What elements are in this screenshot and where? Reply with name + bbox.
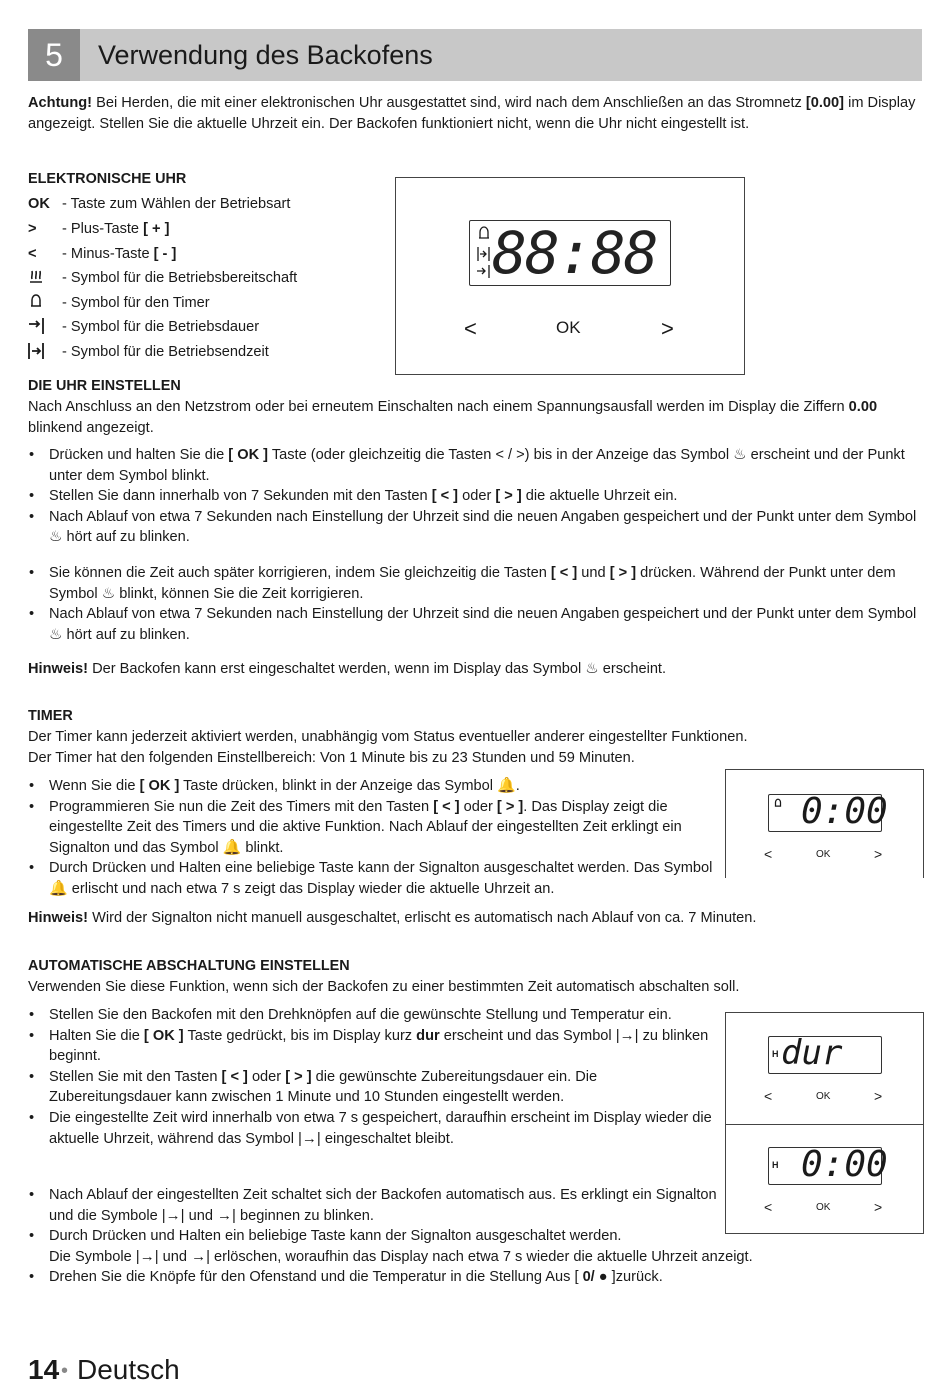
standby-icon: ♨ xyxy=(585,660,599,677)
intro-text-b: im Display angezeigt. Stellen Sie die aktuelle Uhrzeit ein. Der Backofen funktioniert nicht, wenn die Uhr nicht eingestellt ist. xyxy=(28,95,916,132)
legend-desc-duration: - Symbol für die Betriebsdauer xyxy=(62,319,260,335)
legend-key-ok: OK xyxy=(28,196,50,212)
list-item: • Nach Ablauf von etwa 7 Sekunden nach Einstellung der Uhrzeit sind die neuen Angaben gespeichert und der Punkt unter dem Symbol ♨ hört auf zu blinken. xyxy=(28,507,922,548)
duration-icon: →| xyxy=(191,1247,210,1265)
panel-ok-button[interactable]: OK xyxy=(556,318,581,337)
set-clock-list-2 xyxy=(28,563,922,645)
dur-ok-button[interactable]: OK xyxy=(816,1091,831,1102)
list-item: • Durch Drücken und Halten ein beliebige Taste kann der Signalton ausgeschaltet werden. Die Symbole |→| und →| erlöschen, woraufhin das Display nach etwa 7 s wieder die aktuelle Uhrzeit anzeigt. xyxy=(28,1226,922,1267)
duration-icon xyxy=(28,317,56,341)
time-right-button[interactable]: > xyxy=(874,1199,883,1215)
dur-left-button[interactable]: < xyxy=(764,1088,773,1104)
time-ok-button[interactable]: OK xyxy=(816,1202,831,1213)
list-item: • Drehen Sie die Knöpfe für den Ofenstand und die Temperatur in die Stellung Aus [ 0/ ● ]zurück. xyxy=(28,1267,922,1288)
list-item: • Nach Ablauf der eingestellten Zeit schaltet sich der Backofen automatisch aus. Es erklingt ein Signalton und die Symbole |→| und →| beginnen zu blinken. xyxy=(28,1185,719,1226)
timer-ok-button[interactable]: OK xyxy=(816,849,831,860)
panel-left-button[interactable]: < xyxy=(464,316,477,341)
set-clock-list-1 xyxy=(28,445,922,548)
timer-line-2: Der Timer hat den folgenden Einstellbereich: Von 1 Minute bis zu 23 Stunden und 59 Minuten. xyxy=(28,750,635,766)
endtime-icon: |→| xyxy=(161,1206,185,1224)
set-clock-note: Hinweis! Der Backofen kann erst eingeschaltet werden, wenn im Display das Symbol ♨ erscheint. xyxy=(28,659,922,680)
set-clock-intro: Nach Anschluss an den Netzstrom oder bei erneutem Einschalten nach einem Spannungsausfall werden im Display die Ziffern 0.00 blinkend angezeigt. xyxy=(28,399,878,436)
auto-off-intro: Verwenden Sie diese Funktion, wenn sich der Backofen zu einer bestimmten Zeit automatisch abschalten soll. xyxy=(28,979,740,995)
endtime-icon: |→| xyxy=(135,1247,159,1265)
timer-heading: TIMER xyxy=(28,708,73,724)
list-item: • Nach Ablauf von etwa 7 Sekunden nach Einstellung der Uhrzeit sind die neuen Angaben gespeichert und der Punkt unter dem Symbol ♨ hört auf zu blinken. xyxy=(28,604,922,645)
endtime-icon: |→| xyxy=(615,1026,639,1044)
intro-text-a: Bei Herden, die mit einer elektronischen Uhr ausgestattet sind, wird nach dem Anschließen an das Stromnetz xyxy=(92,95,806,111)
bell-icon: 🔔 xyxy=(49,879,68,897)
chapter-title: Verwendung des Backofens xyxy=(98,40,433,70)
bell-icon xyxy=(28,293,56,315)
bell-icon xyxy=(773,798,783,808)
clock-digits: 88:88 xyxy=(492,219,657,287)
legend-desc-timer: - Symbol für den Timer xyxy=(62,295,210,311)
clock-panel xyxy=(395,177,745,375)
list-item: • Stellen Sie den Backofen mit den Drehknöpfen auf die gewünschte Stellung und Temperatur ein. xyxy=(28,1005,718,1026)
timer-digits: 0:00 xyxy=(801,791,888,832)
list-item: • Halten Sie die [ OK ] Taste gedrückt, bis im Display kurz dur erscheint und das Symbol |→| zu blinken beginnt. xyxy=(28,1026,718,1067)
endtime-icon: |→| xyxy=(298,1129,321,1147)
timer-list xyxy=(28,776,718,900)
dur-display xyxy=(768,1033,882,1074)
time-display xyxy=(768,1144,888,1185)
legend-desc-plus: - Plus-Taste [ + ] xyxy=(62,221,170,237)
clock-heading: ELEKTRONISCHE UHR xyxy=(28,171,187,187)
panel-right-button[interactable]: > xyxy=(661,316,674,341)
legend-key-minus: < xyxy=(28,246,37,262)
timer-note: Hinweis! Wird der Signalton nicht manuell ausgeschaltet, erlischt es automatisch nach Ablauf von ca. 7 Minuten. xyxy=(28,910,757,926)
auto-off-heading: AUTOMATISCHE ABSCHALTUNG EINSTELLEN xyxy=(28,958,350,974)
timer-right-button[interactable]: > xyxy=(874,846,883,862)
legend-desc-ok: - Taste zum Wählen der Betriebsart xyxy=(62,196,291,212)
clock-display xyxy=(469,220,671,286)
footer-language: Deutsch xyxy=(77,1354,180,1385)
legend-key-plus: > xyxy=(28,221,37,237)
legend-desc-endtime: - Symbol für die Betriebsendzeit xyxy=(62,344,269,360)
footer-separator: • xyxy=(61,1360,69,1382)
page-number: 14 xyxy=(28,1354,60,1385)
auto-off-panel xyxy=(725,1012,924,1234)
timer-display xyxy=(768,791,888,832)
endtime-icon: H xyxy=(772,1160,779,1170)
list-item: • Programmieren Sie nun die Zeit des Timers mit den Tasten [ < ] oder [ > ]. Das Display zeigt die eingestellte Zeit des Timers und die aktive Funktion. Nach Ablauf der eingestellten Zeit erklingt ein Signalton und das Symbol 🔔 blinkt. xyxy=(28,797,718,859)
timer-line-1: Der Timer kann jederzeit aktiviert werden, unabhängig vom Status eventueller anderer eingestellter Funktionen. xyxy=(28,729,748,745)
dur-right-button[interactable]: > xyxy=(874,1088,883,1104)
endtime-icon xyxy=(28,342,56,366)
dur-digits: dur xyxy=(781,1033,843,1073)
list-item: • Durch Drücken und Halten eine beliebige Taste kann der Signalton ausgeschaltet werden. Das Symbol 🔔 erlischt und nach etwa 7 s zeigt das Display wieder die aktuelle Uhrzeit an. xyxy=(28,858,718,899)
list-item: • Wenn Sie die [ OK ] Taste drücken, blinkt in der Anzeige das Symbol 🔔. xyxy=(28,776,718,797)
list-item: • Sie können die Zeit auch später korrigieren, indem Sie gleichzeitig die Tasten [ < ] und [ > ] drücken. Während der Punkt unter dem Symbol ♨ blinkt, können Sie die Zeit korrigieren. xyxy=(28,563,922,604)
standby-icon: ♨ xyxy=(733,446,747,463)
chapter-number: 5 xyxy=(28,29,80,81)
display-indicator-icons xyxy=(476,225,492,281)
timer-left-button[interactable]: < xyxy=(764,846,773,862)
auto-off-list-1 xyxy=(28,1005,718,1149)
legend-desc-minus: - Minus-Taste [ - ] xyxy=(62,246,177,262)
intro-label: Achtung! xyxy=(28,95,93,111)
panel-divider xyxy=(726,1124,923,1125)
set-clock-heading: DIE UHR EINSTELLEN xyxy=(28,378,181,394)
legend-desc-standby: - Symbol für die Betriebsbereitschaft xyxy=(62,270,298,286)
list-item: • Die eingestellte Zeit wird innerhalb von etwa 7 s gespeichert, daraufhin erscheint im Display wieder die aktuelle Uhrzeit, während das Symbol |→| eingeschaltet bleibt. xyxy=(28,1108,718,1149)
intro-code: [0.00] xyxy=(805,95,845,111)
intro-paragraph xyxy=(28,93,922,134)
list-item: • Drücken und halten Sie die [ OK ] Taste (oder gleichzeitig die Tasten < / >) bis in der Anzeige das Symbol ♨ erscheint und der Punkt unter dem Symbol blinkt. xyxy=(28,445,922,486)
standby-icon: ♨ xyxy=(101,584,116,602)
standby-icon: ♨ xyxy=(49,528,63,546)
standby-icon xyxy=(28,268,56,290)
standby-icon: ♨ xyxy=(49,625,63,643)
chapter-header xyxy=(28,29,922,81)
bell-icon: 🔔 xyxy=(222,838,242,856)
duration-icon: →| xyxy=(217,1206,236,1224)
list-item: • Stellen Sie dann innerhalb von 7 Sekunden mit den Tasten [ < ] oder [ > ] die aktuelle Uhrzeit ein. xyxy=(28,486,922,507)
endtime-icon: H xyxy=(772,1049,779,1059)
time-digits: 0:00 xyxy=(801,1144,888,1185)
time-left-button[interactable]: < xyxy=(764,1199,773,1215)
timer-panel xyxy=(725,769,924,878)
bell-icon: 🔔 xyxy=(497,777,516,794)
list-item: • Stellen Sie mit den Tasten [ < ] oder [ > ] die gewünschte Zubereitungsdauer ein. Die Zubereitungsdauer kann zwischen 1 Minute und 10 Stunden eingestellt werden. xyxy=(28,1067,718,1108)
